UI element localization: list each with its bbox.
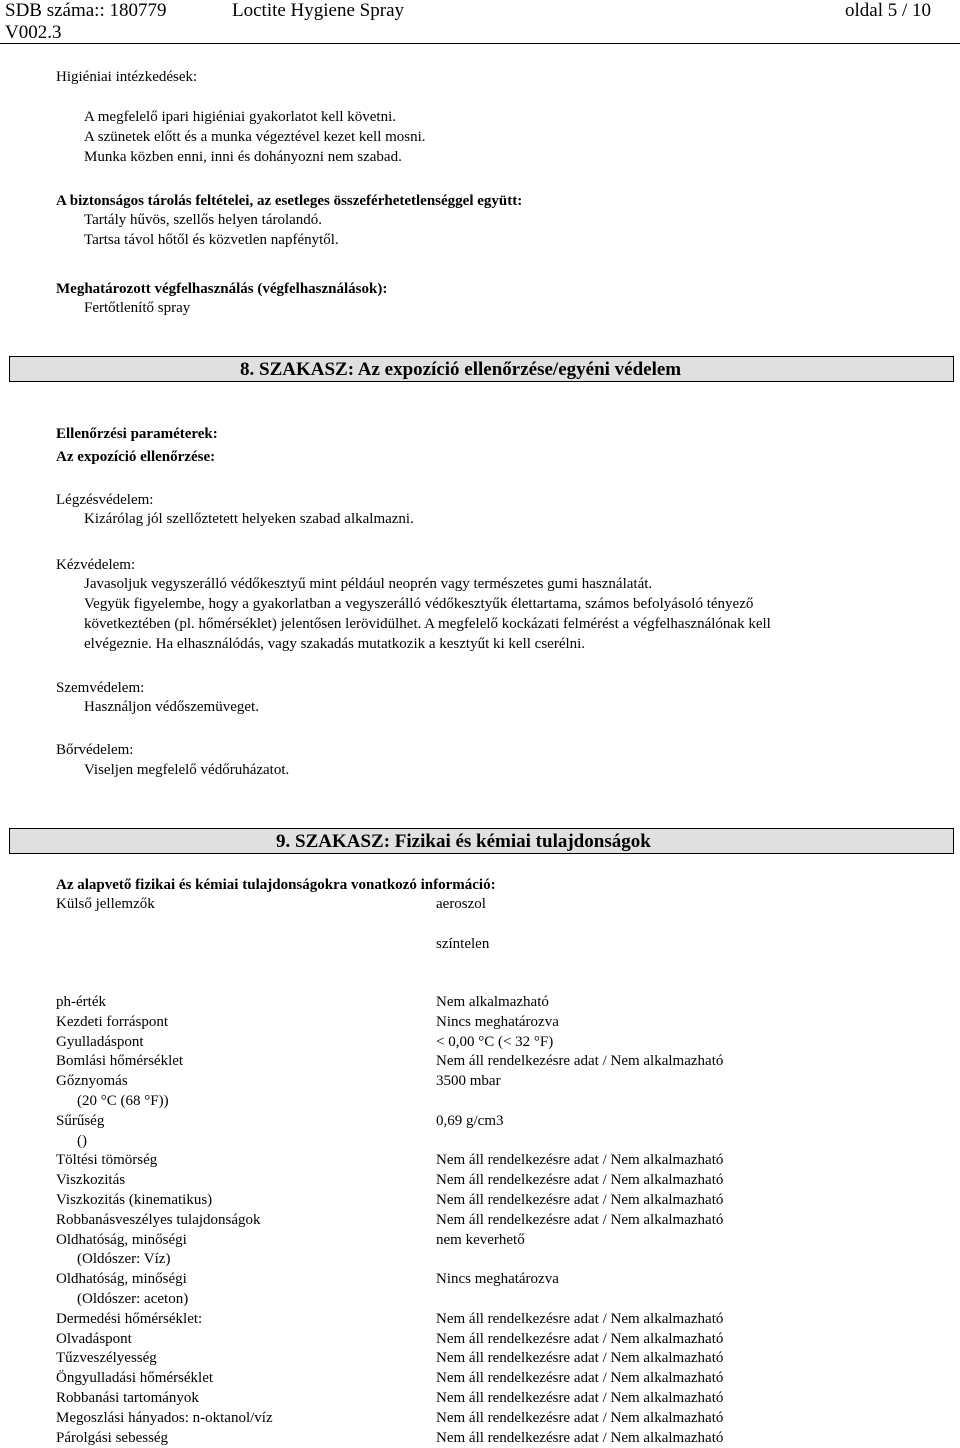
- eye-label: Szemvédelem:: [56, 680, 145, 696]
- property-label: Töltési tömörség: [56, 1152, 158, 1168]
- section9-info-title: Az alapvető fizikai és kémiai tulajdonságokra vonatkozó információ:: [56, 877, 496, 893]
- property-value: Nem áll rendelkezésre adat / Nem alkalmazható: [436, 1152, 724, 1168]
- property-value: Nem áll rendelkezésre adat / Nem alkalmazható: [436, 1192, 724, 1208]
- hygiene-title: Higiéniai intézkedések:: [56, 69, 198, 85]
- property-value: Nem áll rendelkezésre adat / Nem alkalmazható: [436, 1331, 724, 1347]
- property-label: Viszkozitás: [56, 1172, 126, 1188]
- eye-text: Használjon védőszemüveget.: [84, 699, 259, 715]
- property-label: (Oldószer: Víz): [77, 1251, 171, 1267]
- property-label: (Oldószer: aceton): [77, 1291, 189, 1307]
- property-label: (): [77, 1133, 87, 1149]
- property-label: Dermedési hőmérséklet:: [56, 1311, 203, 1327]
- property-value: Nem áll rendelkezésre adat / Nem alkalmazható: [436, 1370, 724, 1386]
- version-number: V002.3: [5, 22, 62, 43]
- property-label: Olvadáspont: [56, 1331, 132, 1347]
- property-label: Gyulladáspont: [56, 1034, 144, 1050]
- property-label: (20 °C (68 °F)): [77, 1093, 169, 1109]
- property-label: Párolgási sebesség: [56, 1430, 169, 1446]
- section8-title: 8. SZAKASZ: Az expozíció ellenőrzése/egyéni védelem: [240, 359, 682, 380]
- storage-line: Tartsa távol hőtől és közvetlen napfénytől.: [84, 232, 339, 248]
- hand-line: elvégeznie. Ha elhasználódás, vagy szakadás mutatkozik a kesztyűt ki kell cserélni.: [84, 636, 586, 652]
- end-use-value: Fertőtlenítő spray: [84, 300, 191, 316]
- property-label: ph-érték: [56, 994, 106, 1010]
- property-value: Nem áll rendelkezésre adat / Nem alkalmazható: [436, 1053, 724, 1069]
- property-label: Öngyulladási hőmérséklet: [56, 1370, 214, 1386]
- property-label: Megoszlási hányados: n-oktanol/víz: [56, 1410, 273, 1426]
- skin-text: Viseljen megfelelő védőruházatot.: [84, 762, 290, 778]
- product-name: Loctite Hygiene Spray: [232, 0, 405, 21]
- property-value: < 0,00 °C (< 32 °F): [436, 1034, 554, 1050]
- exposure-control-title: Az expozíció ellenőrzése:: [56, 449, 216, 465]
- property-label: Oldhatóság, minőségi: [56, 1232, 187, 1248]
- page-number: oldal 5 / 10: [845, 0, 932, 21]
- property-value: Nem áll rendelkezésre adat / Nem alkalmazható: [436, 1350, 724, 1366]
- control-params-title: Ellenőrzési paraméterek:: [56, 426, 218, 442]
- hand-line: Javasoljuk vegyszerálló védőkesztyű mint például neoprén vagy természetes gumi használatát.: [84, 576, 653, 592]
- storage-line: Tartály hűvös, szellős helyen tárolandó.: [84, 212, 323, 228]
- end-use-title: Meghatározott végfelhasználás (végfelhasználások):: [56, 281, 388, 297]
- property-value: Nincs meghatározva: [436, 1271, 559, 1287]
- property-label: Sűrűség: [56, 1113, 105, 1129]
- property-label: Robbanásveszélyes tulajdonságok: [56, 1212, 261, 1228]
- property-label: Oldhatóság, minőségi: [56, 1271, 187, 1287]
- appearance-label: Külső jellemzők: [56, 896, 155, 912]
- property-value: nem keverhető: [436, 1232, 525, 1248]
- hygiene-line: A szünetek előtt és a munka végeztével kezet kell mosni.: [84, 129, 426, 145]
- property-label: Viszkozitás (kinematikus): [56, 1192, 213, 1208]
- appearance-value: aeroszol: [436, 896, 486, 912]
- property-value: Nem áll rendelkezésre adat / Nem alkalmazható: [436, 1311, 724, 1327]
- property-value: Nem áll rendelkezésre adat / Nem alkalmazható: [436, 1410, 724, 1426]
- property-value: Nem áll rendelkezésre adat / Nem alkalmazható: [436, 1390, 724, 1406]
- property-value: Nem áll rendelkezésre adat / Nem alkalmazható: [436, 1172, 724, 1188]
- sdb-number: SDB száma:: 180779: [5, 0, 167, 21]
- property-label: Kezdeti forráspont: [56, 1014, 169, 1030]
- property-label: Robbanási tartományok: [56, 1390, 199, 1406]
- property-value: 3500 mbar: [436, 1073, 501, 1089]
- property-label: Gőznyomás: [56, 1073, 128, 1089]
- property-value: Nincs meghatározva: [436, 1014, 559, 1030]
- header-divider: [0, 43, 960, 44]
- property-label: Tűzveszélyesség: [56, 1350, 157, 1366]
- respiratory-text: Kizárólag jól szellőztetett helyeken szabad alkalmazni.: [84, 511, 414, 527]
- hand-label: Kézvédelem:: [56, 557, 136, 573]
- color-value: színtelen: [436, 936, 490, 952]
- respiratory-label: Légzésvédelem:: [56, 492, 154, 508]
- property-value: Nem alkalmazható: [436, 994, 549, 1010]
- skin-label: Bőrvédelem:: [56, 742, 134, 758]
- hand-line: Vegyük figyelembe, hogy a gyakorlatban a vegyszerálló védőkesztyűk élettartama, számos befolyásoló tényező: [84, 596, 754, 612]
- hygiene-line: Munka közben enni, inni és dohányozni nem szabad.: [84, 149, 402, 165]
- storage-title: A biztonságos tárolás feltételei, az esetleges összeférhetetlenséggel együtt:: [56, 193, 523, 209]
- section9-title: 9. SZAKASZ: Fizikai és kémiai tulajdonságok: [276, 831, 651, 852]
- property-value: 0,69 g/cm3: [436, 1113, 504, 1129]
- hand-line: következtében (pl. hőmérséklet) jelentősen lerövidülhet. A megfelelő kockázati felmérést a végfelhasználónak kell: [84, 616, 771, 632]
- property-value: Nem áll rendelkezésre adat / Nem alkalmazható: [436, 1212, 724, 1228]
- hygiene-line: A megfelelő ipari higiéniai gyakorlatot kell követni.: [84, 109, 396, 125]
- property-value: Nem áll rendelkezésre adat / Nem alkalmazható: [436, 1430, 724, 1446]
- property-label: Bomlási hőmérséklet: [56, 1053, 184, 1069]
